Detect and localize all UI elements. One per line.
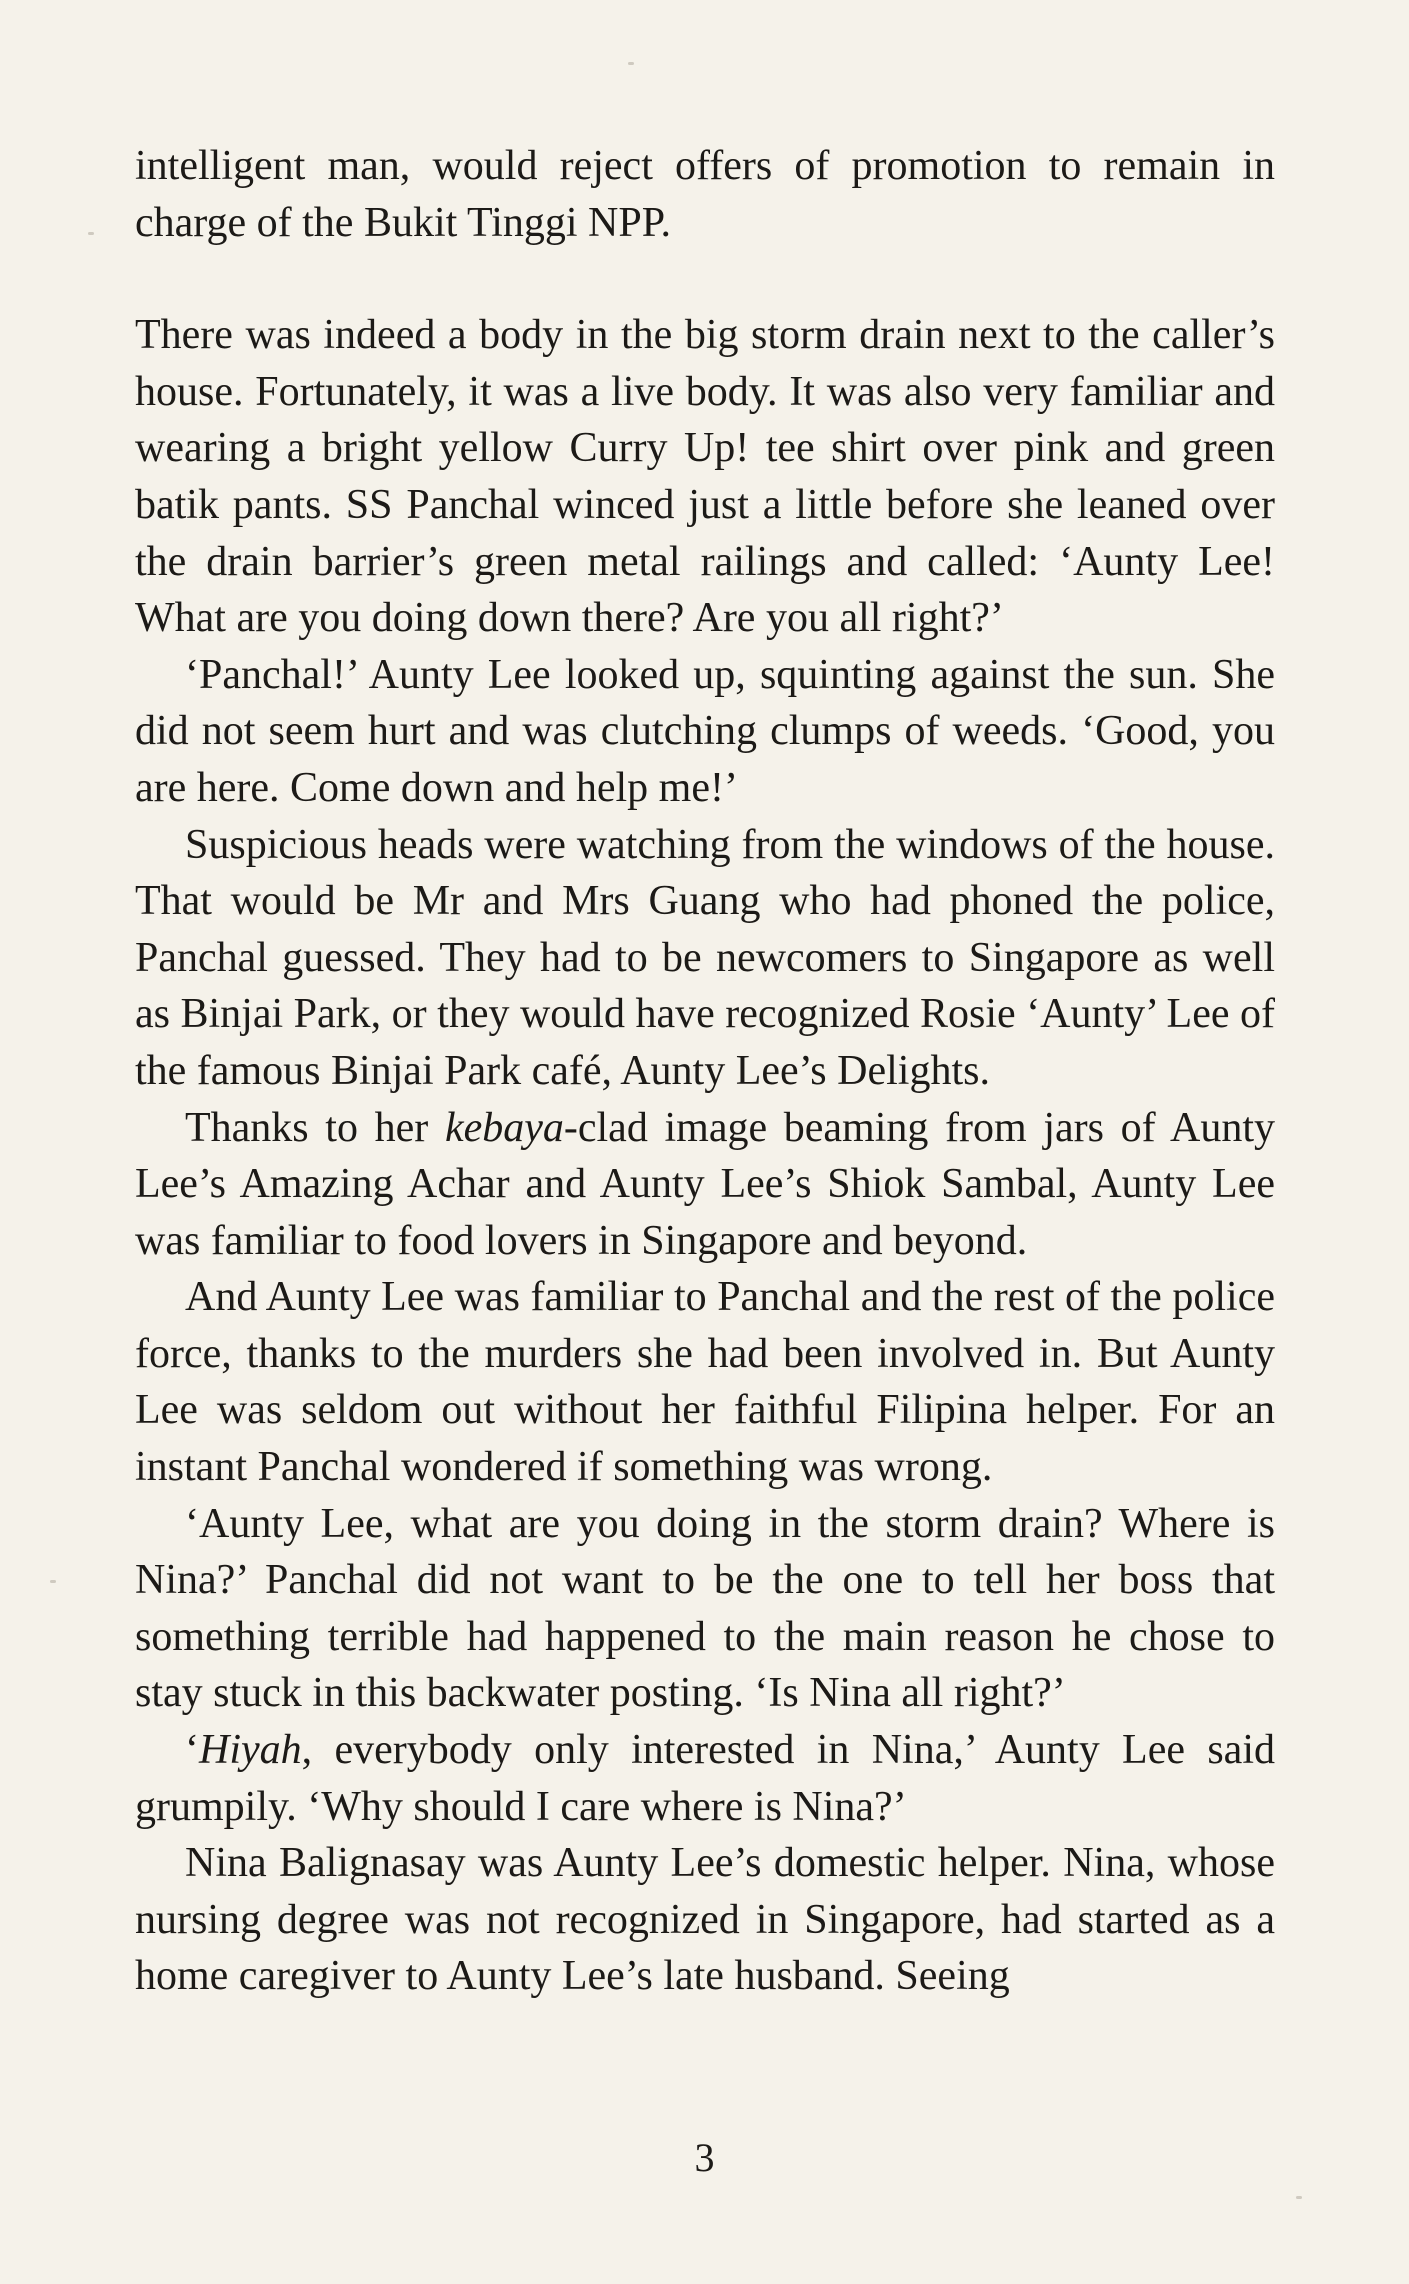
text-run: , everybody only interested in Nina,’ Aunty Lee said grumpily. ‘Why should I care where is Nina?’ xyxy=(135,1727,1275,1830)
paper-speck xyxy=(1296,2196,1302,2199)
italic-word: kebaya xyxy=(444,1104,564,1151)
paper-speck xyxy=(628,62,634,65)
paragraph xyxy=(135,1100,1275,1270)
paper-speck xyxy=(88,232,94,235)
paragraph: Suspicious heads were watching from the windows of the house. That would be Mr and Mrs Guang who had phoned the police, Panchal guessed. They had to be newcomers to Singapore as well as Binjai Park, or they would have recognized Rosie ‘Aunty’ Lee of the famous Binjai Park café, Aunty Lee’s Delights. xyxy=(135,821,1275,1094)
body-text xyxy=(135,138,1275,2005)
paragraph: ‘Aunty Lee, what are you doing in the storm drain? Where is Nina?’ Panchal did not want to be the one to tell her boss that something terrible had happened to the main reason he chose to stay stuck in this backwater posting. ‘Is Nina all right?’ xyxy=(135,1500,1275,1717)
paragraph: And Aunty Lee was familiar to Panchal and the rest of the police force, thanks to the murders she had been involved in. But Aunty Lee was seldom out without her faithful Filipina helper. For an instant Panchal wondered if something was wrong. xyxy=(135,1274,1275,1491)
paragraph-section-start: There was indeed a body in the big storm drain next to the caller’s house. Fortunately, it was a live body. It was also very familiar and wearing a bright yellow Curry Up! tee shirt over pink and green batik pants. SS Panchal winced just a little before she leaned over the drain barrier’s green metal railings and called: ‘Aunty Lee! What are you doing down there? Are you all right?’ xyxy=(135,312,1275,642)
italic-word: Hiyah xyxy=(199,1727,302,1774)
paragraph-continuation: intelligent man, would reject offers of promotion to remain in charge of the Bukit Tinggi NPP. xyxy=(135,143,1275,246)
text-run: -clad image beaming from jars of Aunty Lee’s Amazing Achar and Aunty Lee’s Shiok Sambal, Aunty Lee was familiar to food lovers in Singapore and beyond. xyxy=(135,1104,1275,1264)
paper-speck xyxy=(50,1580,56,1583)
page-number: 3 xyxy=(694,2135,715,2180)
paragraph: Nina Balignasay was Aunty Lee’s domestic helper. Nina, whose nursing degree was not recognized in Singapore, had started as a home caregiver to Aunty Lee’s late husband. Seeing xyxy=(135,1840,1275,2000)
paragraph xyxy=(135,1722,1275,1835)
paragraph: ‘Panchal!’ Aunty Lee looked up, squinting against the sun. She did not seem hurt and was clutching clumps of weeds. ‘Good, you are here. Come down and help me!’ xyxy=(135,651,1275,811)
text-run: Thanks to her xyxy=(185,1104,445,1151)
text-run: ‘ xyxy=(185,1727,199,1774)
